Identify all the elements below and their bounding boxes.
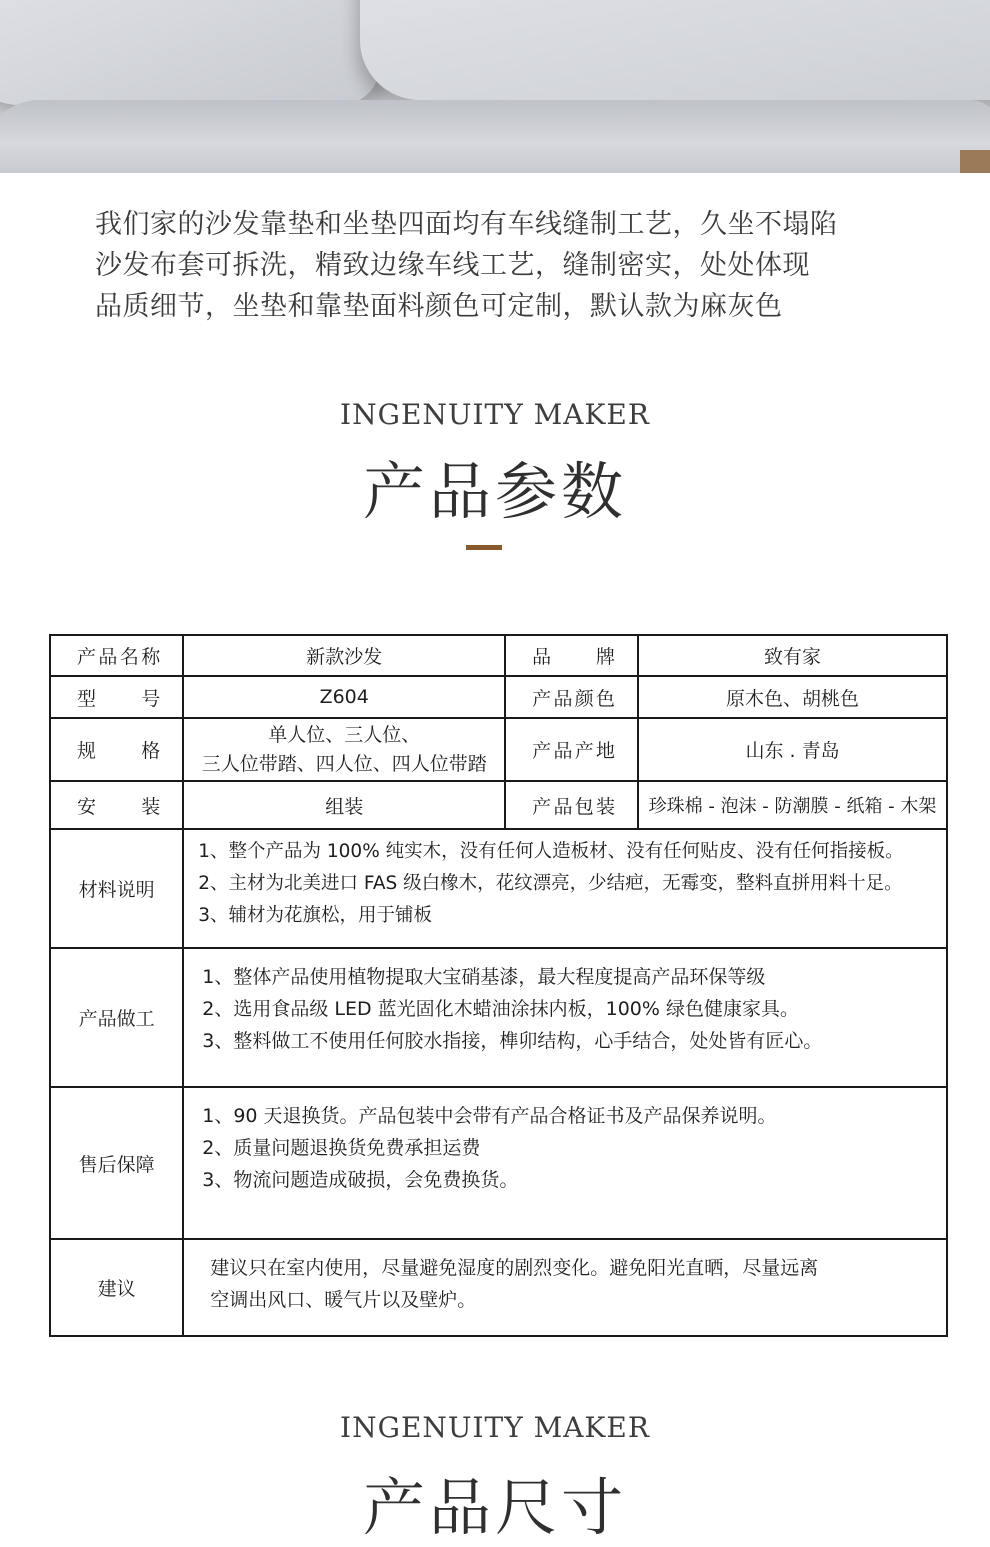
label-install: 安 装 — [50, 781, 183, 829]
label-materials: 材料说明 — [50, 829, 183, 948]
section-subtitle-params: INGENUITY MAKER — [340, 398, 650, 431]
craft-line: 2、选用食品级 LED 蓝光固化木蜡油涂抹内板，100% 绿色健康家具。 — [202, 997, 799, 1020]
table-row — [50, 948, 947, 1087]
section-subtitle-size: INGENUITY MAKER — [340, 1411, 650, 1444]
spec-line: 三人位带踏、四人位、四人位带踏 — [201, 752, 487, 775]
table-row — [50, 635, 947, 676]
spec-line: 单人位、三人位、 — [268, 723, 421, 746]
craft-line: 3、整料做工不使用任何胶水指接，榫卯结构，心手结合，处处皆有匠心。 — [202, 1029, 823, 1052]
advice-line: 建议只在室内使用，尽量避免湿度的剧烈变化。避免阳光直晒，尽量远离 — [210, 1256, 819, 1279]
label-aftersale: 售后保障 — [50, 1087, 183, 1239]
label-spec: 规 格 — [50, 718, 183, 781]
aftersale-line: 3、物流问题造成破损，会免费换货。 — [202, 1169, 519, 1191]
table-row — [50, 781, 947, 829]
value-aftersale — [183, 1087, 947, 1239]
value-packaging: 珍珠棉 - 泡沫 - 防潮膜 - 纸箱 - 木架 — [638, 781, 947, 829]
value-model: Z604 — [183, 676, 505, 718]
intro-paragraph — [95, 204, 935, 327]
label-color: 产品颜色 — [505, 676, 638, 718]
value-advice — [183, 1239, 947, 1336]
back-cushion-right — [360, 0, 990, 100]
back-cushion-left — [0, 0, 380, 105]
seat-cushion — [0, 100, 990, 173]
table-row — [50, 1087, 947, 1239]
aftersale-line: 2、质量问题退换货免费承担运费 — [202, 1137, 481, 1159]
value-brand: 致有家 — [638, 635, 947, 676]
intro-line: 沙发布套可拆洗，精致边缘车线工艺，缝制密实，处处体现 — [95, 250, 810, 281]
label-brand: 品 牌 — [505, 635, 638, 676]
craft-line: 1、整体产品使用植物提取大宝硝基漆，最大程度提高产品环保等级 — [202, 965, 766, 988]
label-origin: 产品产地 — [505, 718, 638, 781]
value-product-name: 新款沙发 — [183, 635, 505, 676]
materials-line: 3、辅材为花旗松，用于铺板 — [198, 904, 433, 926]
label-product-name: 产品名称 — [50, 635, 183, 676]
product-params-table — [49, 634, 948, 1337]
label-craft: 产品做工 — [50, 948, 183, 1087]
value-color: 原木色、胡桃色 — [638, 676, 947, 718]
label-model: 型 号 — [50, 676, 183, 718]
value-craft — [183, 948, 947, 1087]
title-accent-bar — [466, 545, 502, 550]
label-packaging: 产品包装 — [505, 781, 638, 829]
label-advice: 建议 — [50, 1239, 183, 1336]
wooden-frame — [960, 150, 990, 173]
aftersale-line: 1、90 天退换货。产品包装中会带有产品合格证书及产品保养说明。 — [202, 1105, 777, 1127]
section-title-params: 产品参数 — [362, 455, 627, 528]
materials-line: 1、整个产品为 100% 纯实木，没有任何人造板材、没有任何贴皮、没有任何指接板。 — [198, 840, 904, 862]
table-row — [50, 1239, 947, 1336]
value-install: 组装 — [183, 781, 505, 829]
section-title-size: 产品尺寸 — [362, 1471, 627, 1544]
table-row — [50, 829, 947, 948]
intro-line: 我们家的沙发靠垫和坐垫四面均有车线缝制工艺，久坐不塌陷 — [95, 209, 838, 240]
sofa-cushion-photo — [0, 0, 990, 173]
advice-line: 空调出风口、暖气片以及壁炉。 — [210, 1288, 477, 1311]
materials-line: 2、主材为北美进口 FAS 级白橡木，花纹漂亮，少结疤，无霉变，整料直拼用料十足。 — [198, 872, 903, 894]
table-row — [50, 676, 947, 718]
value-materials — [183, 829, 947, 948]
value-origin: 山东 . 青岛 — [638, 718, 947, 781]
value-spec — [183, 718, 505, 781]
table-row — [50, 718, 947, 781]
intro-line: 品质细节，坐垫和靠垫面料颜色可定制，默认款为麻灰色 — [95, 291, 783, 322]
